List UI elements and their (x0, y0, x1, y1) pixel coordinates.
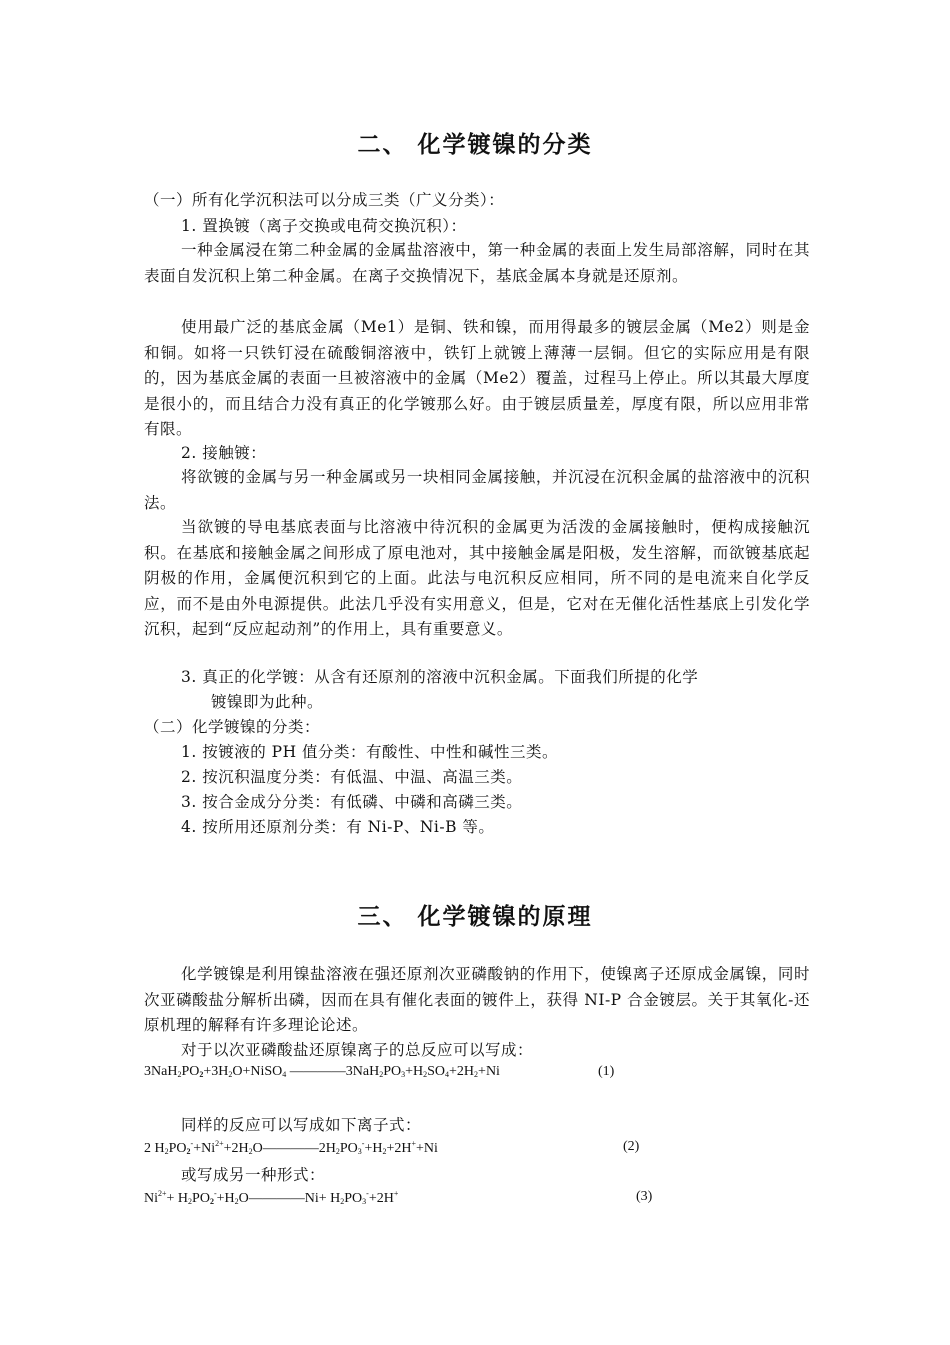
list-item: 3. 按合金成分分类：有低磷、中磷和高磷三类。 (181, 793, 523, 811)
item-2-title: 2. 接触镀： (181, 444, 267, 462)
section-3-paragraph-3: 同样的反应可以写成如下离子式： (181, 1116, 422, 1134)
item-3-line-1: 3. 真正的化学镀：从含有还原剂的溶液中沉积金属。下面我们所提的化学 (181, 668, 699, 686)
equation-3: $Ni^{2+}+$ $H_2PO_2^-+H_2O————Ni+ H_2PO_3^-+2H^+$ (144, 1189, 399, 1206)
part-1-heading: （一）所有化学沉积法可以分成三类（广义分类）： (144, 191, 505, 209)
item-1-paragraph-2: 使用最广泛的基底金属（Me1）是铜、铁和镍，而用得最多的镀层金属（Me2）则是金和铜。如将一只铁钉浸在硫酸铜溶液中，铁钉上就镀上薄薄一层铜。但它的实际应用是有限的，因为基底金属的表面一旦被溶液中的金属（Me2）覆盖，过程马上停止。所以其最大厚度是很小的，而且结合力没有真正的化学镀那么好。由于镀层质量差，厚度有限，所以应用非常有限。 (144, 318, 810, 439)
equation-1: $3NaH_2PO_2+3H_2O+NiSO_4$ $————3NaH_2PO_3+H_2SO_4+2H_2+Ni$ (144, 1064, 500, 1079)
section-3-paragraph-1: 化学镀镍是利用镍盐溶液在强还原剂次亚磷酸钠的作用下，使镍离子还原成金属镍，同时次亚磷酸盐分解析出磷，因而在具有催化表面的镀件上，获得 NI-P 合金镀层。关于其氧化-还原机理的解释有许多理论论述。 (144, 965, 810, 1035)
section-3-paragraph-4: 或写成另一种形式： (181, 1166, 326, 1184)
list-item: 4. 按所用还原剂分类：有 Ni-P、Ni-B 等。 (181, 818, 495, 836)
item-1-paragraph-1: 一种金属浸在第二种金属的金属盐溶液中，第一种金属的表面上发生局部溶解，同时在其表面自发沉积上第二种金属。在离子交换情况下，基底金属本身就是还原剂。 (144, 241, 810, 285)
equation-3-number: (3) (636, 1189, 653, 1204)
part-2-heading: （二）化学镀镍的分类： (144, 718, 321, 736)
section-3-title: 三、 化学镀镍的原理 (357, 904, 593, 930)
list-item: 2. 按沉积温度分类：有低温、中温、高温三类。 (181, 768, 523, 786)
list-item: 1. 按镀液的 PH 值分类：有酸性、中性和碱性三类。 (181, 743, 559, 761)
equation-2: 2 $H_2PO_2^-+Ni^{2+}+2H_2O————2H_2PO_3^-+H_2+2H^++Ni$ (144, 1139, 438, 1156)
item-2-paragraph-1: 将欲镀的金属与另一种金属或另一块相同金属接触，并沉浸在沉积金属的盐溶液中的沉积法。 (144, 468, 810, 512)
section-2-title: 二、 化学镀镍的分类 (357, 132, 593, 158)
item-3-line-2: 镀镍即为此种。 (211, 693, 324, 711)
section-3-paragraph-2: 对于以次亚磷酸盐还原镍离子的总反应可以写成： (181, 1041, 534, 1059)
equation-1-number: (1) (598, 1064, 615, 1079)
item-2-paragraph-2: 当欲镀的导电基底表面与比溶液中待沉积的金属更为活泼的金属接触时，便构成接触沉积。在基底和接触金属之间形成了原电池对，其中接触金属是阳极，发生溶解，而欲镀基底起阴极的作用，金属便沉积到它的上面。此法与电沉积反应相同，所不同的是电流来自化学反应，而不是由外电源提供。此法几乎没有实用意义，但是，它对在无催化活性基底上引发化学沉积，起到“反应起动剂”的作用上，具有重要意义。 (144, 518, 810, 639)
equation-2-number: (2) (623, 1139, 640, 1154)
item-1-title: 1. 置换镀（离子交换或电荷交换沉积）： (181, 217, 467, 235)
